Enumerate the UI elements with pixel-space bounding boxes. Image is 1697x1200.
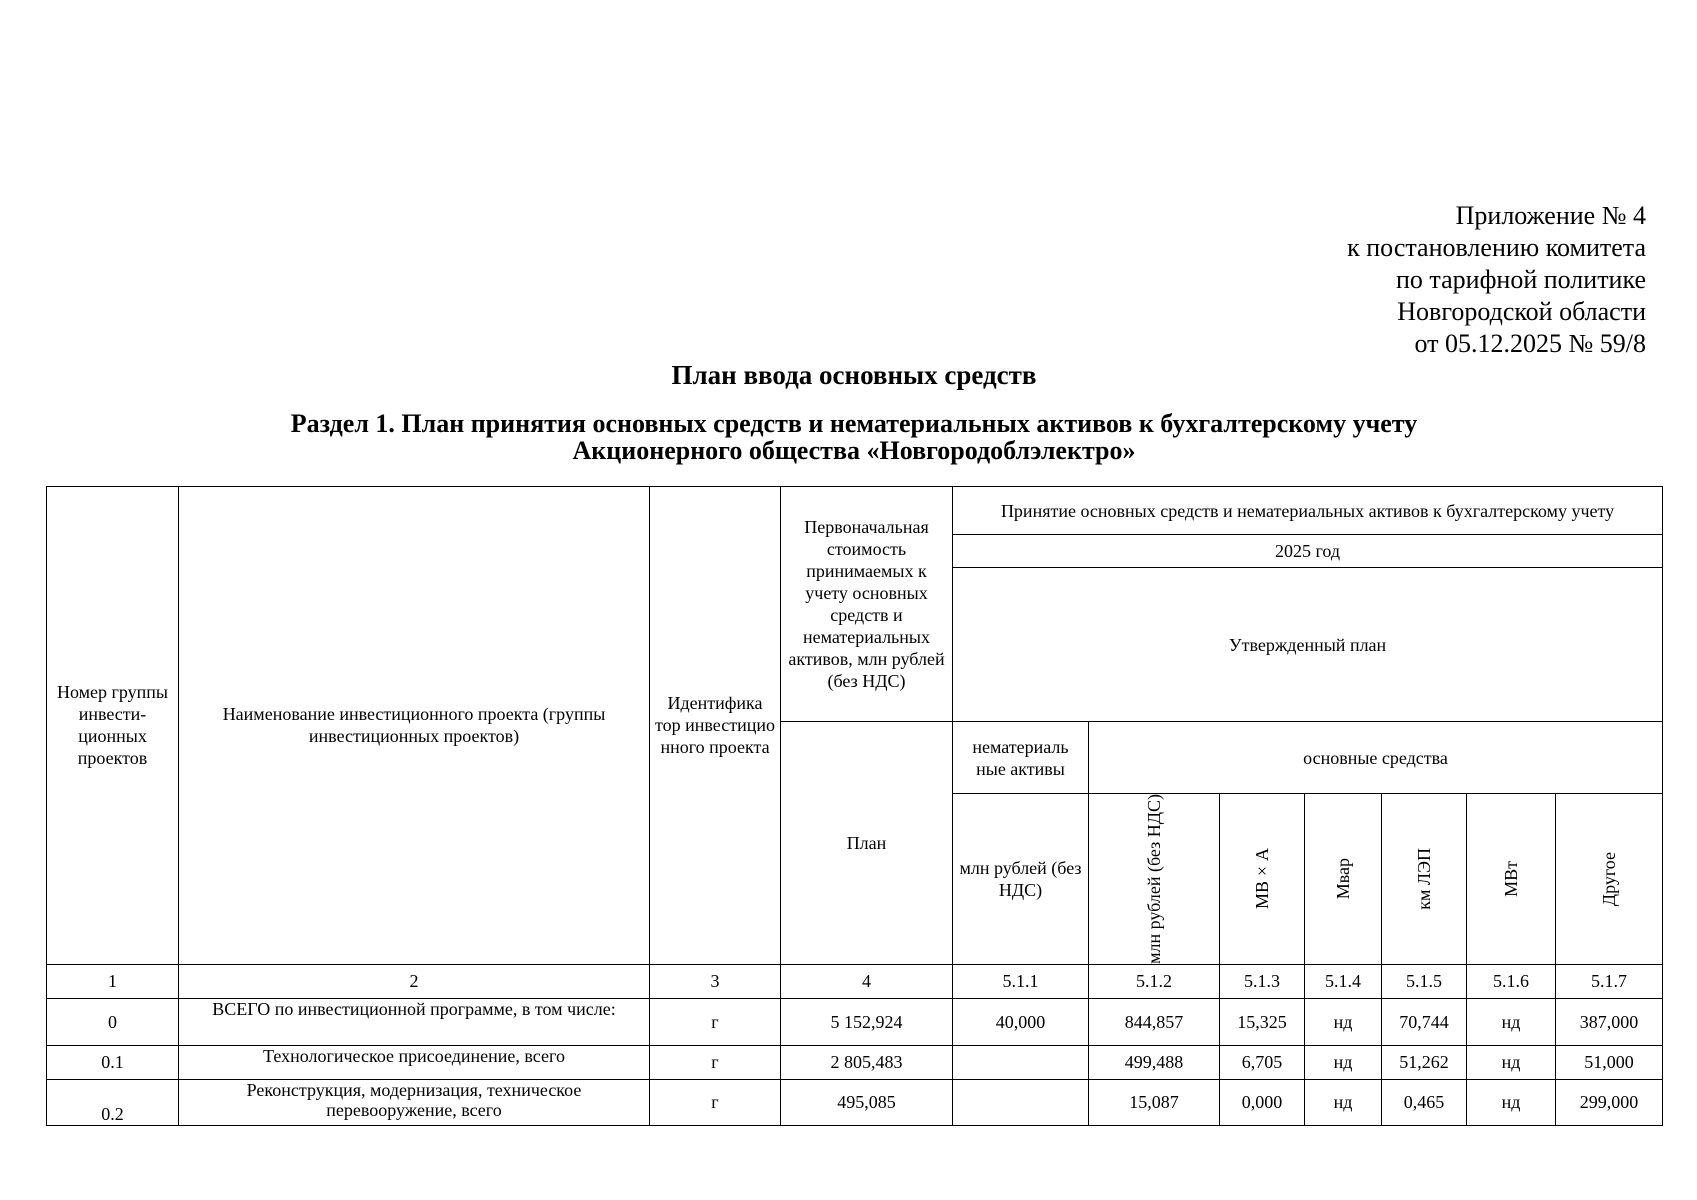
- row-km: 0,465: [1382, 1079, 1467, 1125]
- row-mva: 6,705: [1220, 1045, 1305, 1079]
- column-index: 5.1.7: [1556, 964, 1663, 998]
- row-number: 0: [47, 998, 179, 1045]
- row-project-name: Технологическое присоединение, всего: [179, 1045, 650, 1079]
- column-index: 5.1.3: [1220, 964, 1305, 998]
- column-index-row: [47, 964, 1663, 998]
- header-project-name: Наименование инвестиционного проекта (группы инвестиционных проектов): [179, 487, 650, 965]
- column-index: 5.1.6: [1467, 964, 1556, 998]
- header-fa-other: [1556, 794, 1663, 965]
- row-identifier: г: [650, 998, 781, 1045]
- column-index: 3: [650, 964, 781, 998]
- header-intangible: нематериаль ные активы: [953, 722, 1089, 794]
- header-initial-cost: Первоначальная стоимость принимаемых к учету основных средств и нематериальных активов, млн рублей (без НДС): [781, 487, 953, 722]
- row-plan: 2 805,483: [781, 1045, 953, 1079]
- row-mln: 15,087: [1089, 1079, 1220, 1125]
- column-index: 4: [781, 964, 953, 998]
- column-index: 5.1.4: [1305, 964, 1382, 998]
- row-intangible: 40,000: [953, 998, 1089, 1045]
- header-fa-mvar-text: Мвар: [1333, 858, 1353, 900]
- row-project-name: ВСЕГО по инвестиционной программе, в том числе:: [179, 998, 650, 1045]
- assets-plan-table: [46, 486, 1663, 1126]
- header-fa-mln-text: млн рублей (без НДС): [1144, 794, 1164, 964]
- row-mvar: нд: [1305, 998, 1382, 1045]
- row-mw: нд: [1467, 1045, 1556, 1079]
- header-fa-mln: [1089, 794, 1220, 965]
- appendix-line: по тарифной политике: [1396, 265, 1646, 294]
- table-row: [47, 998, 1663, 1045]
- section-heading: [0, 410, 1697, 464]
- row-intangible: [953, 1045, 1089, 1079]
- header-fa-other-text: Другое: [1599, 851, 1620, 907]
- row-mw: нд: [1467, 998, 1556, 1045]
- header-fixed-assets: основные средства: [1089, 722, 1663, 794]
- row-identifier: г: [650, 1045, 781, 1079]
- row-plan: 5 152,924: [781, 998, 953, 1045]
- header-fa-mvar: [1305, 794, 1382, 965]
- row-mw: нд: [1467, 1079, 1556, 1125]
- row-identifier: г: [650, 1079, 781, 1125]
- row-mln: 499,488: [1089, 1045, 1220, 1079]
- header-fa-mw-text: МВт: [1501, 860, 1521, 897]
- header-fa-km: [1382, 794, 1467, 965]
- appendix-line: Приложение № 4: [1455, 201, 1646, 230]
- column-index: 2: [179, 964, 650, 998]
- header-group-number: Номер группы инвести-ционных проектов: [47, 487, 179, 965]
- section-heading-line: Акционерного общества «Новгородоблэлектро»: [572, 436, 1136, 465]
- row-mvar: нд: [1305, 1045, 1382, 1079]
- header-plan: План: [781, 722, 953, 965]
- row-mln: 844,857: [1089, 998, 1220, 1045]
- row-other: 299,000: [1556, 1079, 1663, 1125]
- row-other: 387,000: [1556, 998, 1663, 1045]
- column-index: 5.1.1: [953, 964, 1089, 998]
- column-index: 1: [47, 964, 179, 998]
- header-fa-km-text: км ЛЭП: [1414, 848, 1434, 910]
- row-mva: 0,000: [1220, 1079, 1305, 1125]
- header-fa-mva-text: МВ×А: [1252, 848, 1272, 910]
- header-intangible-unit: млн рублей (без НДС): [953, 794, 1089, 965]
- appendix-line: Новгородской области: [1397, 297, 1646, 326]
- header-identifier: Идентифика тор инвестицио нного проекта: [650, 487, 781, 965]
- table-row: [47, 1079, 1663, 1125]
- header-approved-plan: Утвержденный план: [953, 568, 1663, 722]
- appendix-line: от 05.12.2025 № 59/8: [1414, 329, 1646, 358]
- appendix-line: к постановлению комитета: [1347, 233, 1646, 262]
- row-plan: 495,085: [781, 1079, 953, 1125]
- row-km: 51,262: [1382, 1045, 1467, 1079]
- header-fa-mw: [1467, 794, 1556, 965]
- document-title: План ввода основных средств: [671, 360, 1037, 390]
- header-acceptance: Принятие основных средств и нематериальных активов к бухгалтерскому учету: [953, 487, 1663, 535]
- row-number: 0.2: [47, 1079, 179, 1125]
- appendix-block: [1347, 200, 1646, 360]
- row-other: 51,000: [1556, 1045, 1663, 1079]
- row-project-name: Реконструкция, модернизация, техническое перевооружение, всего: [179, 1079, 650, 1125]
- row-number: 0.1: [47, 1045, 179, 1079]
- section-heading-line: Раздел 1. План принятия основных средств и нематериальных активов к бухгалтерскому учету: [290, 409, 1418, 438]
- row-km: 70,744: [1382, 998, 1467, 1045]
- header-year: 2025 год: [953, 535, 1663, 568]
- row-intangible: [953, 1079, 1089, 1125]
- header-fa-mva: [1220, 794, 1305, 965]
- column-index: 5.1.2: [1089, 964, 1220, 998]
- row-mva: 15,325: [1220, 998, 1305, 1045]
- table-row: [47, 1045, 1663, 1079]
- column-index: 5.1.5: [1382, 964, 1467, 998]
- row-mvar: нд: [1305, 1079, 1382, 1125]
